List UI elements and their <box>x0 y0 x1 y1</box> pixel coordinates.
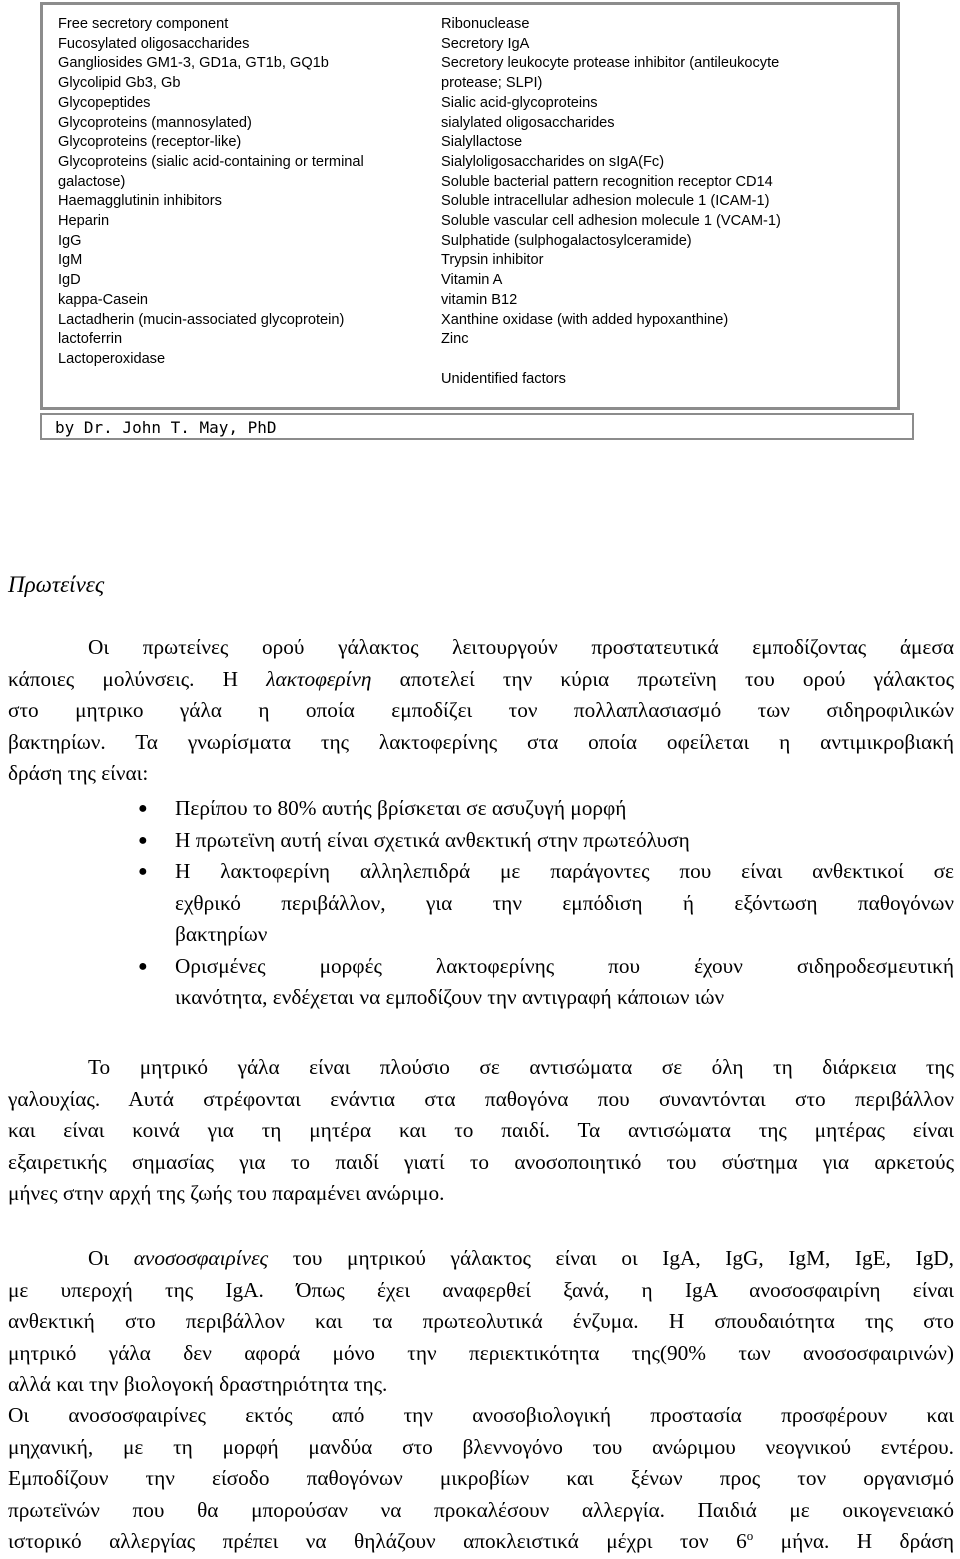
component-item: Xanthine oxidase (with added hypoxanthine) <box>441 311 729 328</box>
component-item: Lactadherin (mucin-associated glycoprotein) <box>58 311 345 328</box>
component-item: Sialic acid-glycoproteins <box>441 94 598 111</box>
bullet-icon: ● <box>138 957 148 975</box>
component-item: Gangliosides GM1-3, GD1a, GT1b, GQ1b <box>58 55 329 72</box>
component-item: lactoferrin <box>58 331 123 348</box>
component-item: IgM <box>58 252 83 269</box>
text-line: ανθεκτική στο περιβάλλον και τα πρωτεολυτικά ένζυμα. Η σπουδαιότητα της στο <box>8 1309 954 1333</box>
component-item: Heparin <box>58 213 110 230</box>
component-item: galactose) <box>58 173 126 190</box>
paragraph-antibodies <box>8 1052 954 1210</box>
component-item: Glycolipid Gb3, Gb <box>58 75 181 92</box>
component-item: Sulphatide (sulphogalactosylceramide) <box>441 232 692 249</box>
emphasis-term: λακτοφερίνη <box>266 666 372 691</box>
text-line: Το μητρικό γάλα είναι πλούσιο σε αντισώματα σε όλη τη διάρκεια της <box>88 1055 954 1079</box>
credit-box <box>40 413 914 440</box>
text-line: βακτηρίων. Τα γνωρίσματα της λακτοφερίνης στα οποία οφείλεται η αντιμικροβιακή <box>8 729 954 754</box>
emphasis-term: ανοσοσφαιρίνες <box>133 1246 269 1270</box>
component-item: Soluble vascular cell adhesion molecule 1 (VCAM-1) <box>441 213 781 230</box>
author-credit: by Dr. John T. May, PhD <box>55 418 277 437</box>
components-left-column <box>58 15 438 370</box>
paragraph-lactoferrin <box>8 632 954 790</box>
component-item: Soluble intracellular adhesion molecule 1 (ICAM-1) <box>441 193 770 210</box>
list-item: ● Ορισμένες μορφές λακτοφερίνης που έχουν σιδηροδεσμευτική ικανότητα, ενδέχεται να εμποδίζουν την αντιγραφή κάποιων ιών <box>8 951 954 1014</box>
text-line: μηχανική, με τη μορφή μανδύα στο βλεννογόνο του ανώριμου νεογνικού εντέρου. <box>8 1434 954 1459</box>
paragraph-immunoglobulins <box>8 1243 954 1401</box>
list-item: ● Η πρωτεϊνη αυτή είναι σχετικά ανθεκτική στην πρωτεόλυση <box>8 825 954 857</box>
text-line: με υπεροχή της IgA. Όπως έχει αναφερθεί ξανά, η IgA ανοσοσφαιρίνη είναι <box>8 1277 954 1302</box>
component-item: Free secretory component <box>58 16 229 32</box>
text-line: γαλουχίας. Αυτά στρέφονται ενάντια στα παθογόνα που συναντόνται στο περιβάλλον <box>8 1086 954 1111</box>
text-line: Οι ανοσοσφαιρίνες εκτός από την ανοσοβιολογική προστασία προσφέρουν και <box>8 1403 954 1427</box>
list-item: ● Περίπου το 80% αυτής βρίσκεται σε ασυζυγή μορφή <box>8 793 954 825</box>
bullet-icon: ● <box>138 831 148 849</box>
text-line: μητρικό γάλα δεν αφορά μόνο την περιεκτικότητα της(90% των ανοσοσφαιρινών) <box>8 1340 954 1365</box>
component-item: Fucosylated oligosaccharides <box>58 35 250 52</box>
component-item: kappa-Casein <box>58 291 149 308</box>
text-line: πρωτεϊνών που θα μπορούσαν να προκαλέσουν αλλεργία. Παιδιά με οικογενειακό <box>8 1497 954 1522</box>
ordinal-superscript: ο <box>746 1527 754 1543</box>
component-item: Sialyllactose <box>441 134 523 151</box>
component-item: Vitamin A <box>441 272 503 289</box>
text-line: εξαιρετικής σημασίας για το παιδί γιατί το ανοσοποιητικό του σύστημα για αρκετούς <box>8 1149 954 1174</box>
component-item: Glycoproteins (sialic acid-containing or terminal <box>58 153 364 170</box>
text-line: Εμποδίζουν την είσοδο παθογόνων μικροβίων και ξένων προς τον οργανισμό <box>8 1466 954 1490</box>
lactoferrin-features-list <box>8 793 954 1014</box>
text-line: ιστορικό αλλεργίας πρέπει να θηλάζουν αποκλειστικά μέχρι τον $6^o$ μήνα. Η δράση <box>8 1527 954 1553</box>
component-item: sialylated oligosaccharides <box>441 114 615 131</box>
component-item: IgD <box>58 272 81 289</box>
component-item: Haemagglutinin inhibitors <box>58 193 222 210</box>
text-line: κάποιες μολύνσεις. Η λακτοφερίνη αποτελεί την κύρια πρωτεϊνη του ορού γάλακτος <box>8 666 954 691</box>
component-item: Soluble bacterial pattern recognition receptor CD14 <box>441 173 773 190</box>
component-item: Glycoproteins (receptor-like) <box>58 134 242 151</box>
text-line: Οι ανοσοσφαιρίνες του μητρικού γάλακτος είναι οι IgA, IgG, IgM, IgE, IgD, <box>88 1246 955 1270</box>
text-line: μήνες στην αρχή της ζωής του παραμένει ανώριμο. <box>8 1181 445 1205</box>
component-item: Sialyloligosaccharides on sIgA(Fc) <box>441 153 665 170</box>
component-item: Secretory IgA <box>441 35 530 52</box>
text-line: και είναι κοινά για τη μητέρα και το παιδί. Τα αντισώματα της μητέρας είναι <box>8 1118 954 1142</box>
text-line: στο μητρικο γάλα η οποία εμποδίζει τον πολλαπλασιασμό των σιδηροφιλικών <box>8 698 954 722</box>
component-item: protease; SLPI) <box>441 75 543 92</box>
component-item: Lactoperoxidase <box>58 350 166 367</box>
component-item: Glycoproteins (mannosylated) <box>58 114 252 131</box>
component-item: Zinc <box>441 331 469 348</box>
text-line: αλλά και την βιολογοκή δραστηριότητα της. <box>8 1372 388 1396</box>
component-item: IgG <box>58 232 82 249</box>
component-item: Ribonuclease <box>441 16 530 32</box>
paragraph-mechanical-protection <box>8 1400 954 1558</box>
component-spacer <box>441 350 891 370</box>
list-item: ● Η λακτοφερίνη αλληλεπιδρά με παράγοντες που είναι ανθεκτικοί σε εχθρικό περιβάλλον, για την εμπόδιση ή εξόντωση παθογόνων βακτηρίων <box>8 856 954 951</box>
text-line: δράση της είναι: <box>8 761 149 785</box>
component-item: Unidentified factors <box>441 370 566 387</box>
components-table <box>40 2 900 410</box>
component-item: Trypsin inhibitor <box>441 252 544 269</box>
component-item: vitamin B12 <box>441 291 518 308</box>
component-item: Glycopeptides <box>58 94 151 111</box>
text-line: Οι πρωτείνες ορού γάλακτος λειτουργούν προστατευτικά εμποδίζοντας άμεσα <box>88 635 954 659</box>
components-right-column <box>441 15 891 389</box>
bullet-icon: ● <box>138 800 148 817</box>
component-item: Secretory leukocyte protease inhibitor (antileukocyte <box>441 55 780 72</box>
bullet-icon: ● <box>138 863 148 880</box>
section-title: Πρωτείνες <box>8 572 105 597</box>
